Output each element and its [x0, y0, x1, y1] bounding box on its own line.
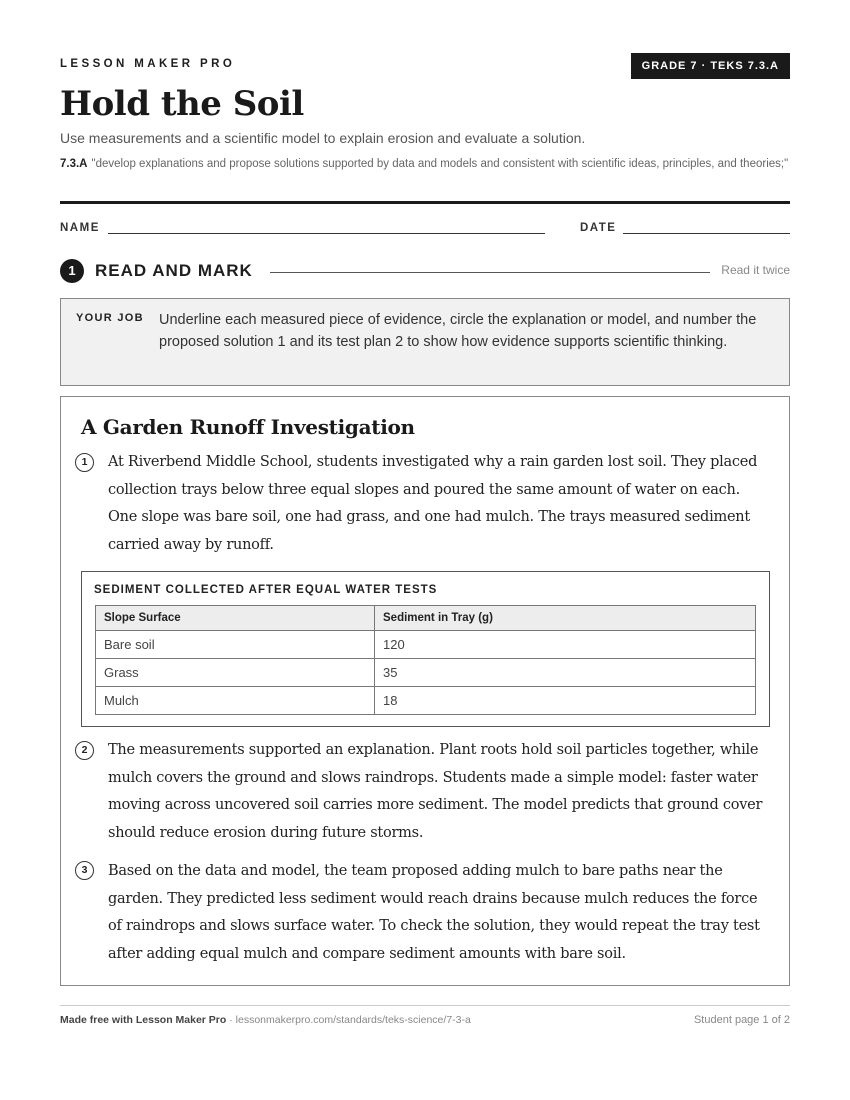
- table-cell: 35: [375, 659, 756, 687]
- page-title: Hold the Soil: [60, 84, 304, 124]
- job-label: YOUR JOB: [76, 312, 144, 324]
- header-divider: [60, 201, 790, 204]
- sediment-data-box: [81, 571, 770, 727]
- table-row: [96, 631, 756, 659]
- paragraph-2: The measurements supported an explanation. Plant roots hold soil particles together, while mulch covers the ground and slows raindrops. Students made a simple model: faster water moving across uncovered soil carries more sediment. The model predicts that ground cover should reduce erosion during future storms.: [108, 742, 763, 842]
- table-cell: Grass: [96, 659, 375, 687]
- date-field[interactable]: [623, 233, 790, 234]
- table-row: [96, 687, 756, 715]
- standard-statement: [60, 156, 790, 173]
- footer-divider: [60, 1005, 790, 1006]
- worksheet-page: [60, 0, 790, 1100]
- section-title: READ AND MARK: [95, 261, 253, 280]
- paragraph-number-1: 1: [75, 453, 94, 472]
- brand-name: LESSON MAKER PRO: [60, 58, 236, 70]
- header-sediment: Sediment in Tray (g): [375, 606, 756, 631]
- name-field[interactable]: [108, 233, 545, 234]
- table-header-row: [96, 606, 756, 631]
- table-cell: Mulch: [96, 687, 375, 715]
- section-number-badge: 1: [60, 259, 84, 283]
- sediment-table: [95, 605, 756, 715]
- page-indicator: Student page 1 of 2: [693, 1014, 790, 1026]
- paragraph-number-3: 3: [75, 861, 94, 880]
- header-slope-surface: Slope Surface: [96, 606, 375, 631]
- section-divider: [270, 272, 710, 273]
- footer-url[interactable]: · lessonmakerpro.com/standards/teks-science/7-3-a: [226, 1014, 471, 1026]
- job-text: Underline each measured piece of evidence, circle the explanation or model, and number the proposed solution 1 and its test plan 2 to show how evidence supports scientific thinking.: [159, 312, 757, 350]
- grade-badge: GRADE 7 · TEKS 7.3.A: [631, 53, 790, 79]
- paragraph-3: Based on the data and model, the team proposed adding mulch to bare paths near the garden. They predicted less sediment would reach drains because mulch reduces the force of raindrops and slows surface water. To check the solution, they would repeat the tray test after adding equal mulch and compare sediment amounts with bare soil.: [108, 863, 760, 963]
- date-label: DATE: [580, 222, 617, 234]
- paragraph-number-2: 2: [75, 741, 94, 760]
- table-cell: 120: [375, 631, 756, 659]
- section-note: Read it twice: [721, 263, 790, 277]
- footer-credit: [60, 1014, 471, 1026]
- table-cell: Bare soil: [96, 631, 375, 659]
- table-cell: 18: [375, 687, 756, 715]
- paragraph-1: At Riverbend Middle School, students investigated why a rain garden lost soil. They placed collection trays below three equal slopes and poured the same amount of water on each. One slope was bare soil, one had grass, and one had mulch. The trays measured sediment carried away by runoff.: [108, 454, 758, 554]
- reading-title: A Garden Runoff Investigation: [81, 415, 415, 439]
- standard-text: "develop explanations and propose solutions supported by data and models and consistent with scientific ideas, principles, and theories;": [91, 158, 789, 170]
- page-subtitle: Use measurements and a scientific model to explain erosion and evaluate a solution.: [60, 130, 586, 146]
- footer-made-with: Made free with Lesson Maker Pro: [60, 1014, 227, 1026]
- reading-passage: [60, 396, 790, 986]
- standard-code: 7.3.A: [60, 158, 88, 170]
- table-row: [96, 659, 756, 687]
- job-instructions-box: [60, 298, 790, 386]
- table-caption: SEDIMENT COLLECTED AFTER EQUAL WATER TESTS: [94, 584, 438, 596]
- name-label: NAME: [60, 222, 100, 234]
